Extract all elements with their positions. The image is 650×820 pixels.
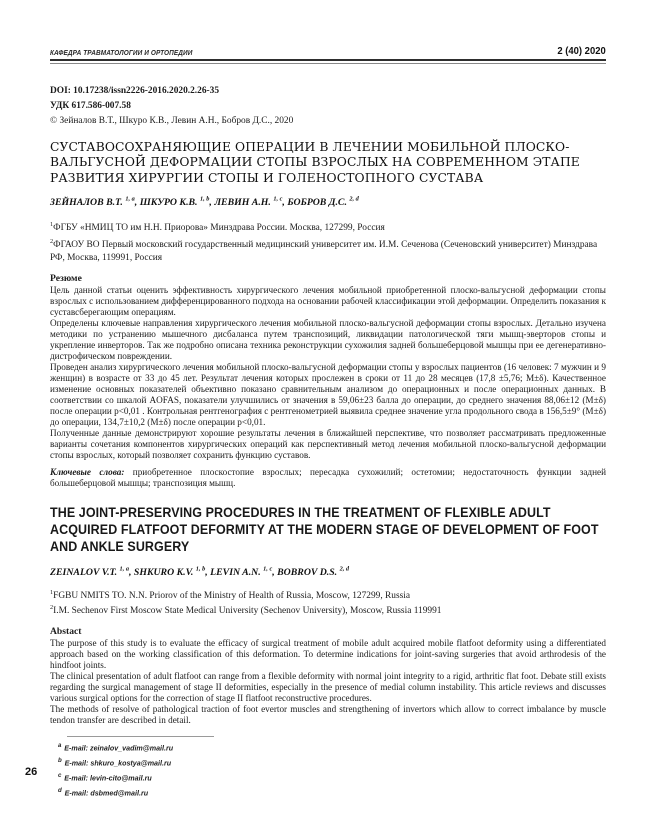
affiliation-ru: $^1$ФГБУ «НМИЦ ТО им Н.Н. Приорова» Минздрава России. Москва, 127299, Россия — [50, 220, 385, 233]
abstract-paragraph-ru: Полученные данные демонстрируют хорошие результаты лечения в ближайшей перспективе, что позволяет рассматривать предложенные варианты сочетания компонентов хирургических операций как перспективный метод лечения мобильной плоско-вальгусной деформации стопы взрослых, который позволяет сохранить функцию суставов. — [50, 427, 606, 460]
footnotes — [58, 736, 606, 800]
footnote-text: E-mail: zeinalov_vadim@mail.ru — [64, 743, 174, 753]
author-sup: 1, a — [125, 195, 135, 203]
author-sup: 1, c — [273, 195, 283, 203]
affiliation-en: $^2$I.M. Sechenov First Moscow State Medical University (Sechenov University), Moscow, Russia 119991 — [50, 604, 442, 617]
footnote-item — [58, 770, 573, 785]
affiliation-sup: 2 — [50, 237, 54, 245]
article-title-ru: СУСТАВОСОХРАНЯЮЩИЕ ОПЕРАЦИИ В ЛЕЧЕНИИ МОБИЛЬНОЙ ПЛОСКО-ВАЛЬГУСНОЙ ДЕФОРМАЦИИ СТОПЫ ВЗРОСЛЫХ НА СОВРЕМЕННОМ ЭТАПЕ РАЗВИТИЯ ХИРУРГИИ СТОПЫ И ГОЛЕНОСТОПНОГО СУСТАВА — [50, 139, 580, 185]
affiliations-ru — [50, 218, 606, 265]
udk-line: УДК 617.586-007.58 — [50, 100, 131, 111]
author-ru: ЗЕЙНАЛОВ В.Т. $^{1, a}$, — [50, 195, 140, 208]
author-sup: 2, d — [349, 195, 359, 203]
issue-number: 2 (40) 2020 — [557, 45, 606, 57]
page-number: 26 — [25, 766, 38, 778]
affiliations-en — [50, 587, 606, 618]
author-sup: 2, d — [339, 565, 350, 573]
abstract-paragraph-ru: Цель данной статьи оценить эффективность хирургического лечения мобильной приобретенной плоско-вальгусной деформации стопы взрослых с использованием дифференцированного подхода на основании рабочей классификации этой деформации. Определить показания к суставсберегающим операциям. — [50, 284, 606, 317]
authors-ru — [50, 195, 606, 207]
keywords-ru — [50, 467, 606, 490]
footnote-rule — [67, 736, 214, 737]
abstract-paragraph-en: The purpose of this study is to evaluate the efficacy of surgical treatment of mobile adult acquired mobile flatfoot deformity using a differentiated approach based on the working classification of this deformation. To determine indications for joint-saving surgeries that avoid arthrodesis of the hindfoot joints. — [50, 638, 606, 671]
author-sup: 1, a — [119, 565, 129, 573]
footnote-text: E-mail: levin-cito@mail.ru — [64, 773, 152, 783]
author-sup: 1, b — [199, 195, 210, 203]
doi-line: DOI: 10.17238/issn2226-2016.2020.2.26-35 — [50, 85, 220, 96]
author-ru: БОБРОВ Д.С. $^{2, d}$ — [287, 195, 359, 208]
author-en: LEVIN A.N. $^{1, c}$, — [210, 565, 278, 578]
abstract-heading-en: Abstact — [50, 626, 82, 638]
footnote-sup: d — [58, 786, 62, 794]
author-sup: 1, b — [195, 565, 206, 573]
abstract-paragraph-en: The clinical presentation of adult flatfoot can range from a flexible deformity with normal joint integrity to a rigid, arthritic flat foot. Debate still exists regarding the surgical management of stage II deformities, especially in the presence of medial column instability. This article reviews and discusses various surgical options for the correction of stage II flatfoot reconstructive procedures. — [50, 671, 606, 704]
footnote-text: E-mail: shkuro_kostya@mail.ru — [64, 758, 172, 768]
article-meta — [50, 84, 606, 129]
footnote-item — [58, 740, 573, 755]
footnote-item — [58, 755, 573, 770]
author-en: SHKURO K.V. $^{1, b}$, — [133, 565, 211, 578]
affiliation-sup: 1 — [50, 588, 54, 596]
author-sup: 1, c — [263, 565, 273, 573]
copyright-line: © Зейналов В.Т., Шкуро К.В., Левин А.Н., Бобров Д.С., 2020 — [50, 115, 294, 126]
footnote-sup: b — [58, 757, 62, 765]
affiliation-sup: 1 — [50, 220, 54, 228]
authors-en — [50, 565, 606, 577]
running-head-section: КАФЕДРА ТРАВМАТОЛОГИИ И ОРТОПЕДИИ — [50, 48, 193, 57]
author-ru: ШКУРО К.В. $^{1, b}$, — [139, 195, 215, 208]
abstract-paragraph-ru: Определены ключевые направления хирургического лечения мобильной плоско-вальгусной деформации стопы взрослых. Детально изучена методики по устранению мышечного дисбаланса путем транспозиций, ликвидации патологической тяги мышц-эверторов стопы и укрепление инверторов. Так же подробно описана техника реконструкции сухожилия задней большеберцовой мышцы при ее дегенеративно-дистрофическом повреждении. — [50, 317, 606, 361]
keywords-text: приобретенное плоскостопие взрослых; пересадка сухожилий; остетомии; недостаточность функции задней большеберцовой мышцы; транспозиция мышц. — [50, 466, 606, 489]
affiliation-sup: 2 — [50, 604, 54, 612]
affiliation-en: $^1$FGBU NMITS TO. N.N. Priorov of the Ministry of Health of Russia, Moscow, 127299, Russia — [50, 588, 411, 601]
abstract-heading-ru: Резюме — [50, 272, 82, 284]
keywords-label: Ключевые слова: — [50, 466, 125, 477]
author-ru: ЛЕВИН А.Н. $^{1, c}$, — [214, 195, 288, 208]
footnote-sup: a — [58, 742, 62, 750]
footnote-sup: c — [58, 771, 62, 779]
affiliation-ru: $^2$ФГАОУ ВО Первый московский государственный медицинский университет им. И.М. Сеченова (Сеченовский университет) Минздрава РФ, Москва, 119991, Россия — [50, 237, 598, 263]
header-rule — [50, 59, 606, 64]
abstract-paragraph-ru: Проведен анализ хирургического лечения мобильной плоско-вальгусной деформации стопы у взрослых пациентов (16 человек: 7 мужчин и 9 женщин) в возрасте от 33 до 45 лет. Результат лечения которых прослежен в сроки от 11 до 28 месяцев (17,8 ±5,76; М±δ). Качественное изменение основных показателей объективно показано сравнительным анализом до операционных и после операционных данных. В соответствии со шкалой AOFAS, показатели улучшились от значения в 59,06±23 балла до операции, до среднего значения 88,06±12 (М±δ) после операции р<0,01 . Контрольная рентгенография с рентгенометрией выявила среднее значение угла продольного свода в 156,5±9° (М±δ) до операции, 134,7±10,2 (М±δ) после операции р<0,01. — [50, 361, 606, 427]
abstract-paragraph-en: The methods of resolve of pathological traction of foot evertor muscles and strengthening of invertors which allow to correct imbalance by muscle tendon transfer are described in detail. — [50, 704, 606, 726]
running-head — [50, 0, 606, 57]
footnote-text: E-mail: dsbmed@mail.ru — [64, 788, 149, 798]
article-title-en: THE JOINT-PRESERVING PROCEDURES IN THE TREATMENT OF FLEXIBLE ADULT ACQUIRED FLATFOOT DEFORMITY AT THE MODERN STAGE OF DEVELOPMENT OF FOOT AND ANKLE SURGERY — [50, 504, 599, 556]
author-en: ZEINALOV V.T. $^{1, a}$, — [50, 565, 134, 578]
footnote-item — [58, 785, 573, 800]
author-en: BOBROV D.S. $^{2, d}$ — [277, 565, 350, 578]
